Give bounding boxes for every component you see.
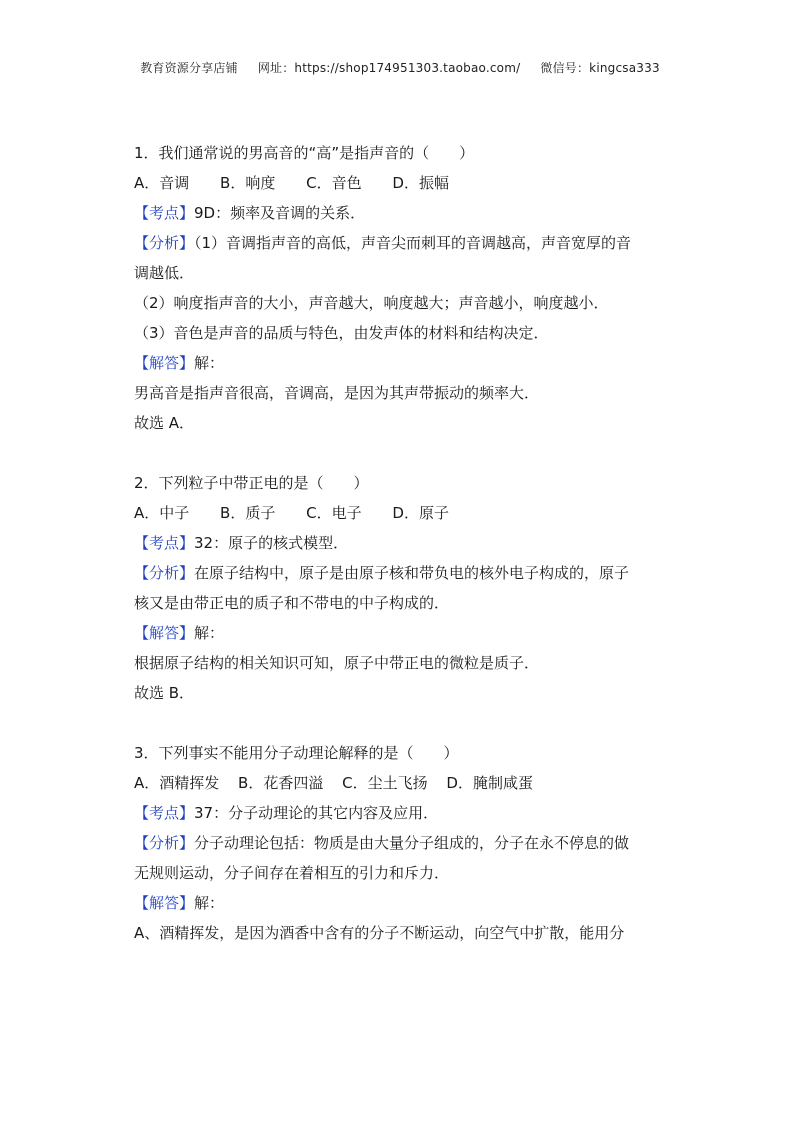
q2-choice: 故选 B． <box>134 684 195 702</box>
q1-option-b: B．响度 <box>220 174 276 192</box>
q1-option-c: C．音色 <box>306 174 362 192</box>
q3-stem: 3．下列事实不能用分子动理论解释的是（ ） <box>134 744 459 762</box>
q3-options <box>134 768 674 798</box>
q1-fenxi-2: （2）响度指声音的大小，声音越大，响度越大；声音越小，响度越小． <box>134 294 609 312</box>
q1-fenxi-text-1: （1）音调指声音的高低，声音尖而刺耳的音调越高，声音宽厚的音 <box>194 234 632 252</box>
q2-option-c: C．电子 <box>306 504 362 522</box>
q3-option-b: B．花香四溢 <box>238 774 324 792</box>
q1-answer-text: 男高音是指声音很高，音调高，是因为其声带振动的频率大． <box>134 384 540 402</box>
q3-option-a: A．酒精挥发 <box>134 774 220 792</box>
q2-kaodian-text: 32：原子的核式模型． <box>194 534 349 552</box>
q1-choice: 故选 A． <box>134 414 195 432</box>
q1-fenxi-3: （3）音色是声音的品质与特色，由发声体的材料和结构决定． <box>134 324 549 342</box>
q3-jieda-text: 解： <box>194 894 225 912</box>
q2-answer-text: 根据原子结构的相关知识可知，原子中带正电的微粒是质子． <box>134 654 540 672</box>
q2-option-b: B．质子 <box>220 504 276 522</box>
kaodian-tag: 【考点】 <box>134 804 195 822</box>
q2-jieda <box>134 618 674 648</box>
jieda-tag: 【解答】 <box>134 624 195 642</box>
q1-jieda-text: 解： <box>194 354 225 372</box>
kaodian-tag: 【考点】 <box>134 204 195 222</box>
spacer <box>134 708 674 738</box>
q3-kaodian-text: 37：分子动理论的其它内容及应用． <box>194 804 439 822</box>
q1-stem: 1．我们通常说的男高音的“高”是指声音的（ ） <box>134 144 475 162</box>
q1-option-a: A．音调 <box>134 174 190 192</box>
q2-stem: 2．下列粒子中带正电的是（ ） <box>134 474 369 492</box>
q3-fenxi-text-1: 分子动理论包括：物质是由大量分子组成的，分子在永不停息的做 <box>194 834 630 852</box>
q2-fenxi-text-1: 在原子结构中，原子是由原子核和带负电的核外电子构成的，原子 <box>194 564 630 582</box>
q3-fenxi <box>134 828 674 858</box>
jieda-tag: 【解答】 <box>134 894 195 912</box>
q1-jieda <box>134 348 674 378</box>
q2-fenxi-cont: 核又是由带正电的质子和不带电的中子构成的． <box>134 594 450 612</box>
q3-fenxi-cont: 无规则运动，分子间存在着相互的引力和斥力． <box>134 864 450 882</box>
q3-option-c: C．尘土飞扬 <box>342 774 428 792</box>
q2-option-d: D．原子 <box>392 504 449 522</box>
fenxi-tag: 【分析】 <box>134 834 195 852</box>
q3-answer-text: A、酒精挥发，是因为酒香中含有的分子不断运动，向空气中扩散，能用分 <box>134 924 625 942</box>
q2-jieda-text: 解： <box>194 624 225 642</box>
page-header <box>0 59 800 76</box>
wechat-id: 微信号：kingcsa333 <box>540 61 660 75</box>
q1-fenxi-cont: 调越低． <box>134 264 195 282</box>
shop-url: 网址：https://shop174951303.taobao.com/ <box>257 61 521 75</box>
q1-kaodian-text: 9D：频率及音调的关系． <box>194 204 366 222</box>
document-body <box>134 138 674 948</box>
jieda-tag: 【解答】 <box>134 354 195 372</box>
q3-kaodian <box>134 798 674 828</box>
q1-option-d: D．振幅 <box>392 174 449 192</box>
q1-kaodian <box>134 198 674 228</box>
shop-name: 教育资源分享店铺 <box>140 61 238 75</box>
fenxi-tag: 【分析】 <box>134 234 195 252</box>
q2-fenxi <box>134 558 674 588</box>
q2-option-a: A．中子 <box>134 504 190 522</box>
q2-options <box>134 498 674 528</box>
kaodian-tag: 【考点】 <box>134 534 195 552</box>
q1-fenxi <box>134 228 674 258</box>
fenxi-tag: 【分析】 <box>134 564 195 582</box>
q2-kaodian <box>134 528 674 558</box>
q3-jieda <box>134 888 674 918</box>
spacer <box>134 438 674 468</box>
q3-option-d: D．腌制咸蛋 <box>446 774 533 792</box>
q1-options <box>134 168 674 198</box>
